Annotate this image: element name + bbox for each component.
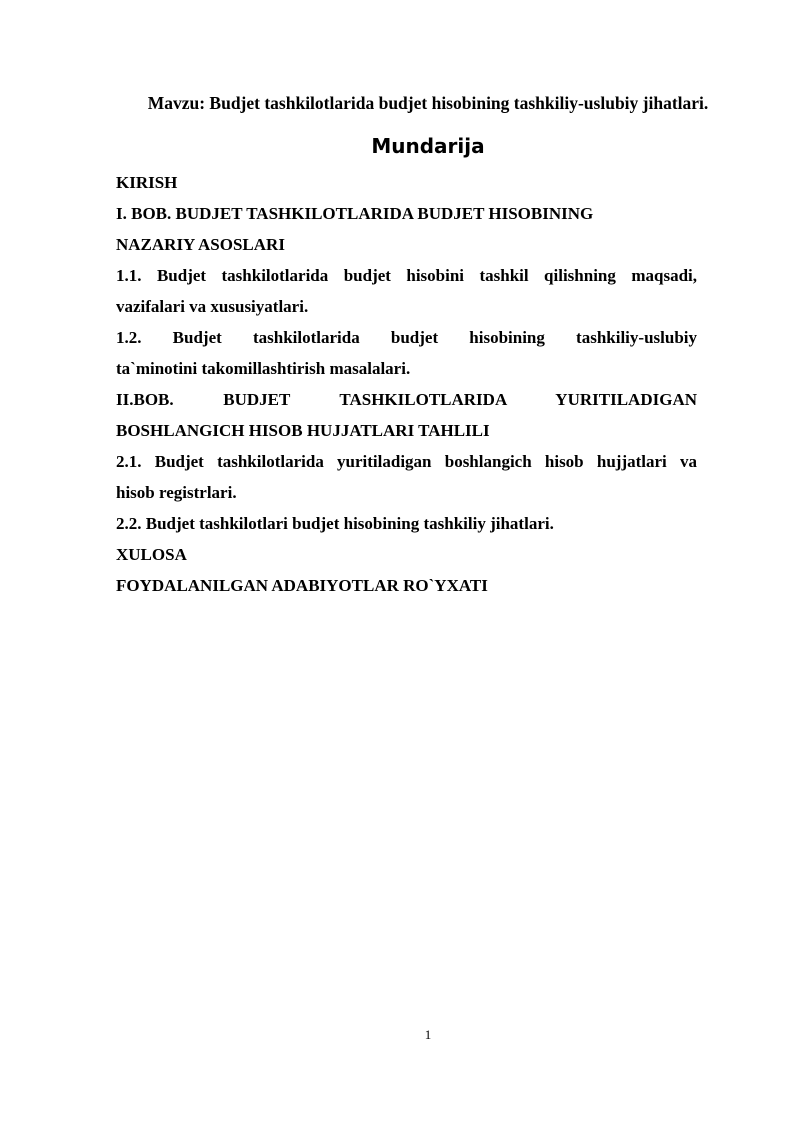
toc-item-references: FOYDALANILGAN ADABIYOTLAR RO`YXATI bbox=[116, 576, 488, 595]
toc-chapter-2-line-1: II.BOB. BUDJET TASHKILOTLARIDA YURITILADIGAN bbox=[116, 390, 697, 409]
toc-item-section-1-1 bbox=[116, 260, 697, 322]
toc-chapter-2-line-2: BOSHLANGICH HISOB HUJJATLARI TAHLILI bbox=[116, 421, 490, 440]
toc-item-section-1-2 bbox=[116, 322, 697, 384]
toc-chapter-1-line-2: NAZARIY ASOSLARI bbox=[116, 235, 285, 254]
toc-section-1-2-line-2: ta`minotini takomillashtirish masalalari. bbox=[116, 359, 411, 378]
toc-section-1-1-line-2: vazifalari va xususiyatlari. bbox=[116, 297, 309, 316]
toc-item-chapter-2 bbox=[116, 384, 697, 446]
toc-section-2-1-line-1: 2.1. Budjet tashkilotlarida yuritiladigan boshlangich hisob hujjatlari va bbox=[116, 452, 697, 471]
toc-title: Mundarija bbox=[371, 134, 485, 158]
toc-item-section-2-1 bbox=[116, 446, 697, 508]
toc-section-2-1-line-2: hisob registrlari. bbox=[116, 483, 237, 502]
toc-item-intro: KIRISH bbox=[116, 173, 178, 192]
table-of-contents bbox=[116, 167, 697, 601]
toc-chapter-1-line-1: I. BOB. BUDJET TASHKILOTLARIDA BUDJET HISOBINING bbox=[116, 204, 594, 223]
toc-item-chapter-1 bbox=[116, 198, 697, 260]
toc-section-1-2-line-1: 1.2. Budjet tashkilotlarida budjet hisobining tashkiliy-uslubiy bbox=[116, 328, 697, 347]
toc-section-1-1-line-1: 1.1. Budjet tashkilotlarida budjet hisobini tashkil qilishning maqsadi, bbox=[116, 266, 697, 285]
toc-item-conclusion: XULOSA bbox=[116, 545, 187, 564]
page-number: 1 bbox=[424, 1027, 432, 1042]
document-topic: Mavzu: Budjet tashkilotlarida budjet hisobining tashkiliy-uslubiy jihatlari. bbox=[147, 93, 709, 113]
toc-item-section-2-2: 2.2. Budjet tashkilotlari budjet hisobining tashkiliy jihatlari. bbox=[116, 514, 554, 533]
